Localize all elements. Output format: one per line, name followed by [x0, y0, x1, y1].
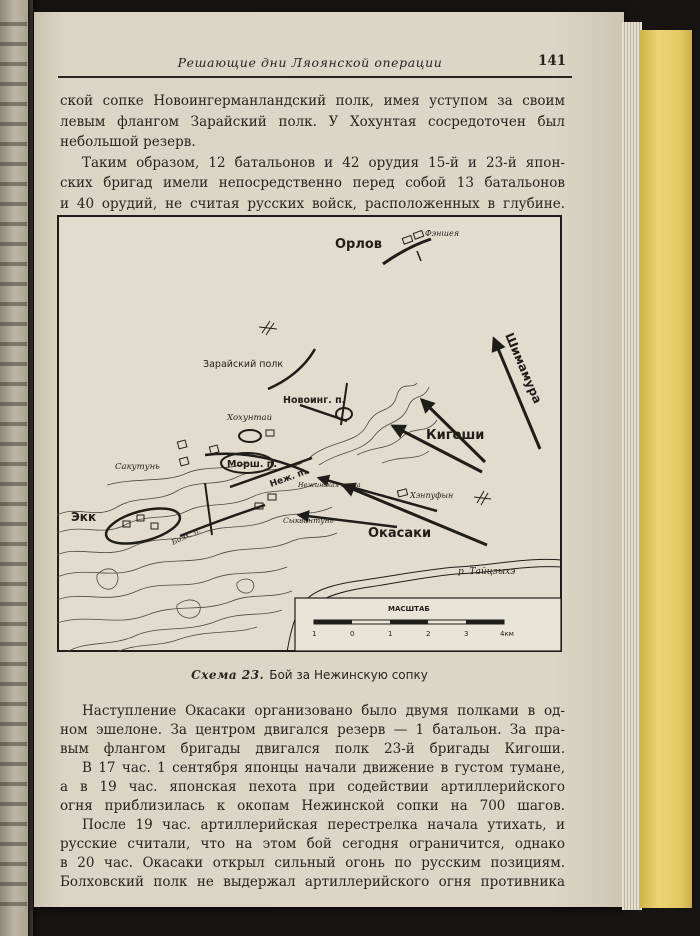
scale-bar-segment — [314, 620, 352, 624]
page-edges — [622, 22, 642, 910]
left-page-text-fragments — [0, 10, 27, 910]
text-line: и 40 орудий, не считая русских войск, расположенных в глубине. — [60, 195, 565, 212]
label-nezh: Неж. п. — [268, 467, 309, 490]
river-label: р. Тайцзыхэ — [458, 567, 516, 577]
text-line: В 17 час. 1 сентября японцы начали движение в густом тумане, — [82, 760, 565, 776]
map-frame — [58, 216, 561, 651]
text-line: Наступление Окасаки организовано было двумя полками в од- — [82, 703, 565, 719]
scale-tick: 0 — [350, 630, 355, 638]
page-number: 141 — [538, 53, 567, 69]
text-line: Болховский полк не выдержал артиллерийского огня противника — [60, 874, 565, 890]
text-line: Таким образом, 12 батальонов и 42 орудия 15-й и 23-й япон- — [82, 154, 565, 171]
text-line: После 19 час. артиллерийская перестрелка начала утихать, и — [82, 817, 565, 833]
text-line: русские считали, что на этом бой сегодня ограничится, однако — [60, 836, 565, 852]
label-henpufyn: Хэнпуфын — [410, 491, 454, 500]
label-fenshea: Фэншея — [425, 229, 459, 238]
yellow-bookmark-card — [640, 30, 692, 908]
battle-map — [57, 215, 562, 652]
text-line: ном эшелоне. За центром двигался резерв — 1 батальон. За пра- — [60, 722, 565, 738]
caption-label: Схема 23. — [191, 668, 265, 682]
text-line: огня приблизилась к окопам Нежинской сопки на 700 шагов. — [60, 798, 565, 814]
scale-bar-segment — [390, 620, 428, 624]
header-rule — [58, 76, 572, 78]
scale-tick: 3 — [464, 630, 469, 638]
label-nezhinskaya: Нежинская сопка — [298, 481, 361, 489]
label-okasaki: Окасаки — [368, 526, 432, 541]
label-novoing: Новоинг. п. — [283, 395, 346, 406]
scale-tick: 2 — [426, 630, 431, 638]
text-line: ских бригад имели непосредственно перед собой 13 батальонов — [60, 175, 565, 191]
label-orlov: Орлов — [335, 237, 383, 252]
text-line: левым флангом Зарайский полк. У Хохунтая сосредоточен был — [60, 113, 565, 130]
scale-title: МАСШТАБ — [388, 605, 430, 613]
text-line: ской сопке Новоингерманландский полк, имея уступом за своим — [60, 93, 565, 109]
label-sykvantun: Сыквантунь — [283, 516, 334, 525]
text-bottom — [60, 702, 565, 892]
scale-tick: 1 — [312, 630, 317, 638]
label-bolh: Болх. п. — [170, 525, 202, 547]
scale-bar-segment — [466, 620, 504, 624]
text-line: вым флангом бригады двигался полк 23-й бригады Кигоши. — [60, 741, 565, 757]
label-zaraisky: Зарайский полк — [203, 359, 284, 370]
map-scale — [295, 598, 561, 651]
text-line: небольшой резерв. — [60, 134, 196, 150]
scale-tick: 4км — [500, 630, 514, 638]
label-kigoshi: Кигоши — [426, 428, 485, 443]
caption-title: Бой за Нежинскую сопку — [269, 668, 428, 682]
label-hohuntai: Хохунтай — [227, 413, 273, 423]
label-ekk: Экк — [71, 510, 97, 524]
map-caption — [57, 668, 562, 682]
label-shimamura: Шимамура — [502, 330, 545, 406]
text-line: в 20 час. Окасаки открыл сильный огонь по русским позициям. — [60, 855, 565, 871]
label-morsh: Морш. п. — [227, 459, 277, 470]
scale-tick: 1 — [388, 630, 393, 638]
text-top — [60, 91, 565, 214]
label-sakutun: Сакутунь — [115, 462, 160, 472]
running-title: Решающие дни Ляоянской операции — [177, 55, 443, 70]
text-line: а в 19 час. японская пехота при содействии артиллерийского — [60, 779, 565, 795]
